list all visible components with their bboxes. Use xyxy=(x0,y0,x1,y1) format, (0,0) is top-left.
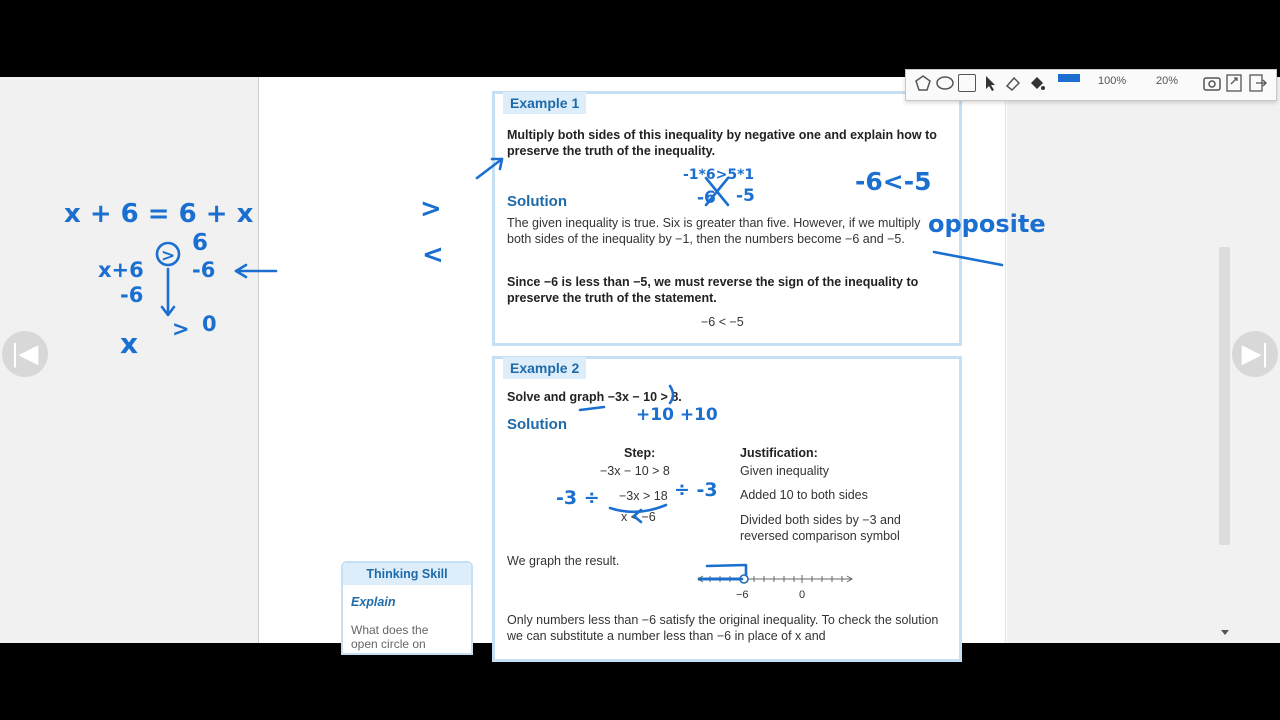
graph-text: We graph the result. xyxy=(507,554,620,568)
zoom-level-1[interactable]: 100% xyxy=(1098,75,1127,87)
thinking-skill-body: What does the open circle on xyxy=(351,623,429,651)
ink-left-eq2a: x+6 xyxy=(98,258,144,282)
thinking-skill-subtitle: Explain xyxy=(351,595,396,609)
ink-ex2-plus: +10 +10 xyxy=(636,405,718,425)
example-2-solution-label: Solution xyxy=(507,416,567,433)
previous-page-button[interactable]: |◀ xyxy=(2,331,48,377)
eraser-icon[interactable] xyxy=(1004,74,1022,92)
example-1-solution-label: Solution xyxy=(507,193,567,210)
zoom-level-2[interactable]: 20% xyxy=(1156,75,1179,87)
thinking-skill-title: Thinking Skill xyxy=(343,563,471,585)
ink-mid-lt: < xyxy=(422,240,444,270)
ink-ex1-scratch2: -6 xyxy=(697,188,716,208)
example-1-title: Example 1 xyxy=(503,92,586,114)
shape-rectangle-icon[interactable] xyxy=(958,74,976,92)
annotation-toolbar xyxy=(905,69,1277,101)
shape-ellipse-icon[interactable] xyxy=(935,74,955,92)
thinking-skill-box xyxy=(341,561,473,655)
exit-icon[interactable] xyxy=(1249,74,1267,92)
vertical-scrollbar[interactable] xyxy=(1219,247,1230,545)
fill-bucket-icon[interactable] xyxy=(1028,74,1046,92)
step-3: x < −6 xyxy=(621,510,656,524)
scroll-down-icon[interactable] xyxy=(1220,629,1230,637)
viewer-stage xyxy=(0,75,1280,651)
step-header: Step: xyxy=(624,446,656,460)
example-1-prompt: Multiply both sides of this inequality by negative one and explain how to preserve the truth of the inequality. xyxy=(507,128,937,158)
justification-header: Justification: xyxy=(740,446,818,460)
ink-ex2-div-left: -3 ÷ xyxy=(556,487,600,509)
justification-3: Divided both sides by −3 and reversed comparison symbol xyxy=(740,513,901,543)
ink-ex2-div-right: ÷ -3 xyxy=(674,479,718,501)
ink-circled-sign xyxy=(157,243,179,265)
ink-mid-gt: > xyxy=(420,194,442,224)
ink-left-eq4b: > xyxy=(172,317,190,341)
ink-left-eq2c: -6 xyxy=(192,258,216,282)
ink-right-ineq: -6<-5 xyxy=(855,167,932,196)
example-2-box xyxy=(492,356,962,662)
example-1-result: −6 < −5 xyxy=(701,315,744,329)
next-page-button[interactable]: ▶| xyxy=(1232,331,1278,377)
number-line-label-0: 0 xyxy=(799,589,806,601)
ink-left-eq4a: x xyxy=(120,327,139,360)
ink-ex1-scratch3: -5 xyxy=(736,186,755,206)
justification-1: Given inequality xyxy=(740,464,829,478)
ink-left-eq4c: 0 xyxy=(202,312,217,336)
example-1-para2: Since −6 is less than −5, we must reverse the sign of the inequality to preserve the truth of the statement. xyxy=(507,275,919,305)
ink-left-eq2b: 6 xyxy=(192,230,209,256)
example-1-box xyxy=(492,91,962,346)
ink-left-eq1: x + 6 = 6 + x xyxy=(64,199,254,229)
screenshot-icon[interactable] xyxy=(1203,75,1221,91)
example-1-para1: The given inequality is true. Six is greater than five. However, if we multiply both sides of the inequality by −1, then the numbers become −6 and −5. xyxy=(507,216,921,246)
svg-text:>: > xyxy=(161,246,176,266)
example-2-title: Example 2 xyxy=(503,357,586,379)
example-2-prompt: Solve and graph −3x − 10 > 8. xyxy=(507,390,682,404)
shape-pentagon-icon[interactable] xyxy=(914,74,932,92)
page-edge xyxy=(1005,77,1006,643)
color-swatch[interactable] xyxy=(1058,74,1080,82)
justification-2: Added 10 to both sides xyxy=(740,488,868,502)
export-icon[interactable] xyxy=(1226,74,1242,92)
ink-right-word: opposite xyxy=(928,210,1046,238)
number-line xyxy=(690,567,860,587)
pointer-icon[interactable] xyxy=(984,74,998,92)
ink-ex1-scratch1: -1*6>5*1 xyxy=(683,167,755,183)
step-2: −3x > 18 xyxy=(619,489,668,503)
number-line-label-neg6: −6 xyxy=(736,589,749,601)
check-text: Only numbers less than −6 satisfy the original inequality. To check the solution we can substitute a number less than −6 in place of x and xyxy=(507,613,939,643)
step-1: −3x − 10 > 8 xyxy=(600,464,670,478)
ink-left-eq3a: -6 xyxy=(120,283,144,307)
